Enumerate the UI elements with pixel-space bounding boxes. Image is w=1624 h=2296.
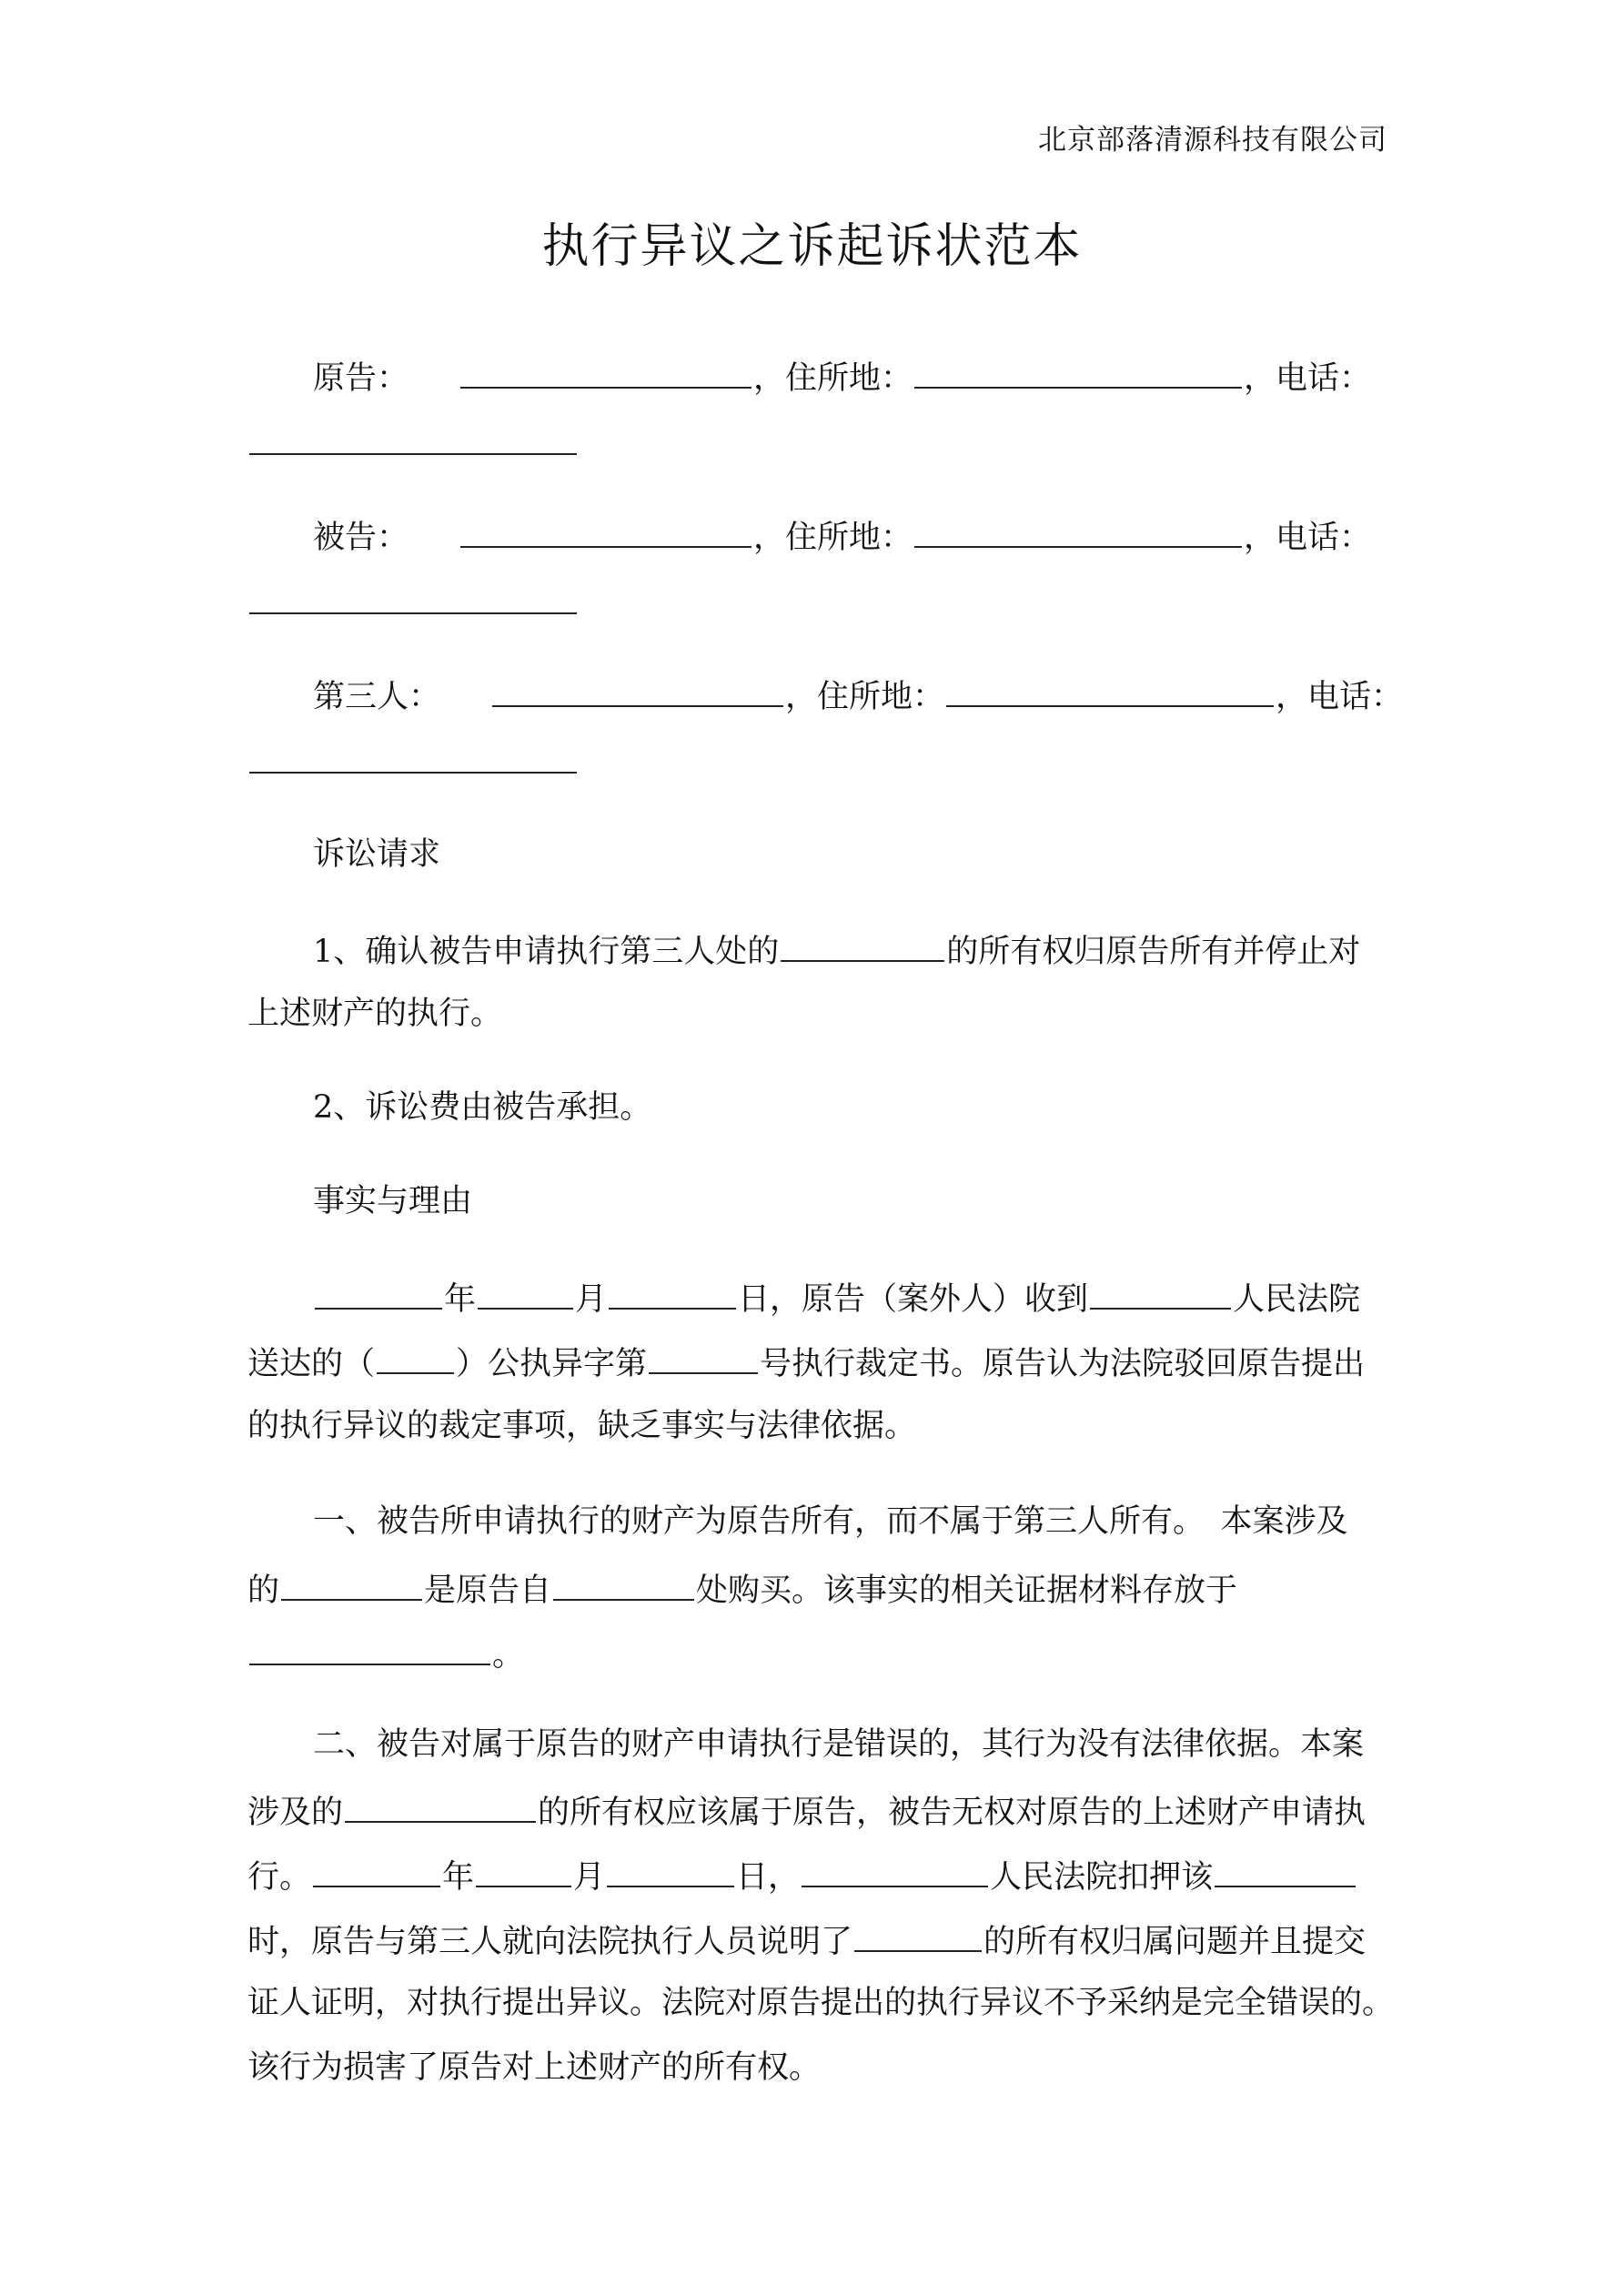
month-blank[interactable]: [478, 1280, 573, 1310]
party-label: 被告：: [313, 520, 409, 556]
text: 时，原告与第三人就向法院执行人员说明了: [247, 1924, 853, 1960]
text: 号执行裁定书。原告认为法院驳回原告提出: [760, 1346, 1366, 1382]
text: ）公执异字第: [456, 1346, 648, 1382]
day-blank[interactable]: [607, 1858, 734, 1887]
party-row-plaintiff: [313, 359, 1371, 395]
claim-item-1-cont: 上述财产的执行。: [247, 996, 503, 1032]
property-blank[interactable]: [345, 1794, 536, 1823]
phone-label: ，电话：: [1244, 520, 1372, 556]
property-blank[interactable]: [854, 1923, 982, 1952]
court-blank[interactable]: [802, 1858, 988, 1887]
point2-line6: 该行为损害了原告对上述财产的所有权。: [247, 2049, 822, 2086]
point2-line5: 证人证明，对执行提出异议。法院对原告提出的执行异议不予采纳是完全错误的。: [247, 1985, 1395, 2021]
text: 的: [247, 1573, 280, 1609]
property-blank[interactable]: [281, 1572, 422, 1601]
document-title: 执行异议之诉起诉状范本: [541, 219, 1083, 274]
point2-line2: [247, 1794, 1366, 1829]
name-blank[interactable]: [460, 359, 751, 389]
address-label: ，住所地：: [753, 360, 913, 397]
text: 日，: [736, 1859, 801, 1896]
party-row-defendant: [313, 519, 1371, 554]
text: 是原告自: [424, 1573, 552, 1609]
phone-blank-row: [247, 585, 579, 621]
claim-item-1: [313, 933, 1360, 968]
text: 送达的（: [247, 1346, 376, 1382]
point2-line1: 二、被告对属于原告的财产申请执行是错误的，其行为没有法律依据。本案: [313, 1726, 1365, 1763]
year-code-blank[interactable]: [377, 1345, 454, 1374]
text: 处购买。该事实的相关证据材料存放于: [696, 1573, 1238, 1609]
party-label: 第三人：: [313, 679, 441, 715]
text: 涉及的: [247, 1795, 344, 1831]
facts-heading: 事实与理由: [313, 1183, 473, 1219]
name-blank[interactable]: [460, 519, 751, 548]
case-number-blank[interactable]: [649, 1345, 758, 1374]
text: 的所有权应该属于原告，被告无权对原告的上述财产申请执: [538, 1795, 1367, 1831]
phone-label: ，电话：: [1244, 360, 1372, 397]
year-blank[interactable]: [313, 1858, 440, 1887]
claim-text: 1、确认被告申请执行第三人处的: [313, 934, 780, 970]
claim-item-2: 2、诉讼费由被告承担。: [313, 1089, 652, 1126]
company-header: 北京部落清源科技有限公司: [1038, 124, 1387, 157]
claims-heading: 诉讼请求: [313, 836, 441, 873]
point1-line2: [247, 1572, 1237, 1607]
claim-text: 的所有权归原告所有并停止对: [946, 934, 1361, 970]
year-blank[interactable]: [315, 1280, 442, 1310]
court-blank[interactable]: [1090, 1280, 1231, 1310]
month-blank[interactable]: [476, 1858, 571, 1887]
seller-blank[interactable]: [553, 1572, 694, 1601]
phone-blank-row: [247, 744, 579, 780]
text: 人民法院: [1233, 1281, 1361, 1318]
party-label: 原告：: [313, 360, 409, 397]
text: 月: [575, 1281, 608, 1318]
day-blank[interactable]: [609, 1280, 736, 1310]
evidence-location-blank[interactable]: [249, 1636, 490, 1665]
text: 年: [444, 1281, 477, 1318]
point1-line1: 一、被告所申请执行的财产为原告所有，而不属于第三人所有。 本案涉及: [313, 1503, 1348, 1540]
address-blank[interactable]: [946, 678, 1274, 707]
phone-blank[interactable]: [249, 426, 577, 455]
phone-blank[interactable]: [249, 744, 577, 774]
text: 月: [573, 1859, 606, 1896]
text: 人民法院扣押该: [990, 1859, 1214, 1896]
point1-line3: [247, 1636, 524, 1672]
text: 。: [492, 1637, 525, 1674]
text: 年: [442, 1859, 475, 1896]
address-blank[interactable]: [914, 359, 1242, 389]
address-label: ，住所地：: [785, 679, 945, 715]
seized-property-blank[interactable]: [1215, 1858, 1356, 1887]
facts-para1-line3: 的执行异议的裁定事项，缺乏事实与法律依据。: [247, 1408, 917, 1444]
facts-para1-line2: [247, 1345, 1365, 1381]
phone-blank[interactable]: [249, 585, 577, 614]
address-blank[interactable]: [914, 519, 1242, 548]
phone-blank-row: [247, 426, 579, 461]
property-blank[interactable]: [781, 933, 944, 962]
name-blank[interactable]: [492, 678, 783, 707]
facts-para1-line1: [313, 1280, 1360, 1316]
point2-line3: [247, 1858, 1357, 1894]
text: 行。: [247, 1859, 312, 1896]
point2-line4: [247, 1923, 1366, 1958]
text: 的所有权归属问题并且提交: [983, 1924, 1367, 1960]
phone-label: ，电话：: [1276, 679, 1404, 715]
text: 日，原告（案外人）收到: [738, 1281, 1089, 1318]
party-row-third-party: [313, 678, 1403, 713]
address-label: ，住所地：: [753, 520, 913, 556]
